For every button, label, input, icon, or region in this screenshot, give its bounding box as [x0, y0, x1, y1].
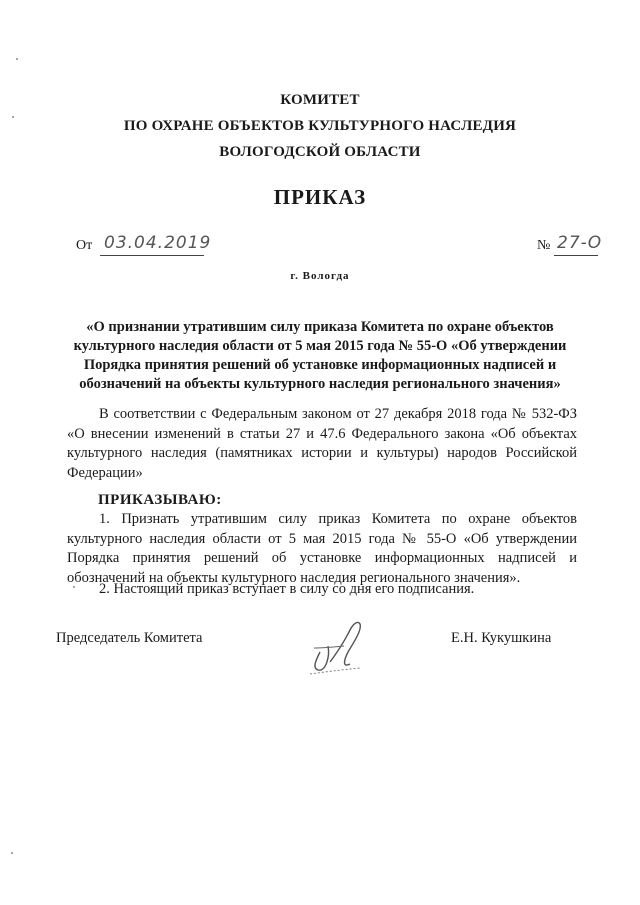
- scan-speck: [12, 116, 14, 118]
- scan-speck: [11, 852, 13, 854]
- subject-line-1: «О признании утратившим силу приказа Комитета по охране объектов: [86, 319, 554, 335]
- committee-region: ВОЛОГОДСКОЙ ОБЛАСТИ: [219, 144, 421, 160]
- committee-subtitle: ПО ОХРАНЕ ОБЪЕКТОВ КУЛЬТУРНОГО НАСЛЕДИЯ: [123, 118, 517, 134]
- date-underline: [100, 255, 204, 256]
- order-item-1: 1. Признать утратившим силу приказ Комитета по охране объектов культурного наследия области от 5 мая 2015 года № 55-О «Об утверждении Порядка принятия решений об установке информационных надписей и обозначений на объекты культурного наследия регионального значения».: [67, 511, 577, 586]
- signatory-name: Е.Н. Кукушкина: [451, 630, 552, 646]
- scan-speck: [16, 58, 18, 60]
- document-title: ПРИКАЗ: [273, 185, 367, 209]
- subject-line-3: Порядка принятия решений об установке информационных надписей и: [83, 357, 557, 373]
- handwritten-signature: [300, 612, 380, 678]
- scan-speck: [73, 586, 75, 588]
- signatory-position: Председатель Комитета: [56, 630, 203, 646]
- order-word: ПРИКАЗЫВАЮ:: [98, 492, 222, 508]
- number-underline: [554, 255, 598, 256]
- number-prefix: №: [537, 238, 551, 253]
- committee-title: КОМИТЕТ: [280, 92, 360, 108]
- number-handwritten: 27-О: [557, 233, 603, 253]
- order-item-2: 2. Настоящий приказ вступает в силу со дня его подписания.: [99, 581, 475, 597]
- order-subject: [60, 318, 580, 394]
- preamble-paragraph: В соответствии с Федеральным законом от 27 декабря 2018 года № 532-ФЗ «О внесении изменений в статьи 27 и 47.6 Федерального закона «Об объектах культурного наследия (памятниках истории и культуры) народов Российской Федерации»: [67, 406, 577, 481]
- date-prefix: От: [76, 238, 93, 253]
- subject-line-4: обозначений на объекты культурного наследия регионального значения»: [79, 376, 561, 392]
- subject-line-2: культурного наследия области от 5 мая 2015 года № 55-О «Об утверждении: [73, 338, 567, 354]
- date-handwritten: 03.04.2019: [104, 233, 212, 253]
- city-label: г. Вологда: [290, 270, 350, 282]
